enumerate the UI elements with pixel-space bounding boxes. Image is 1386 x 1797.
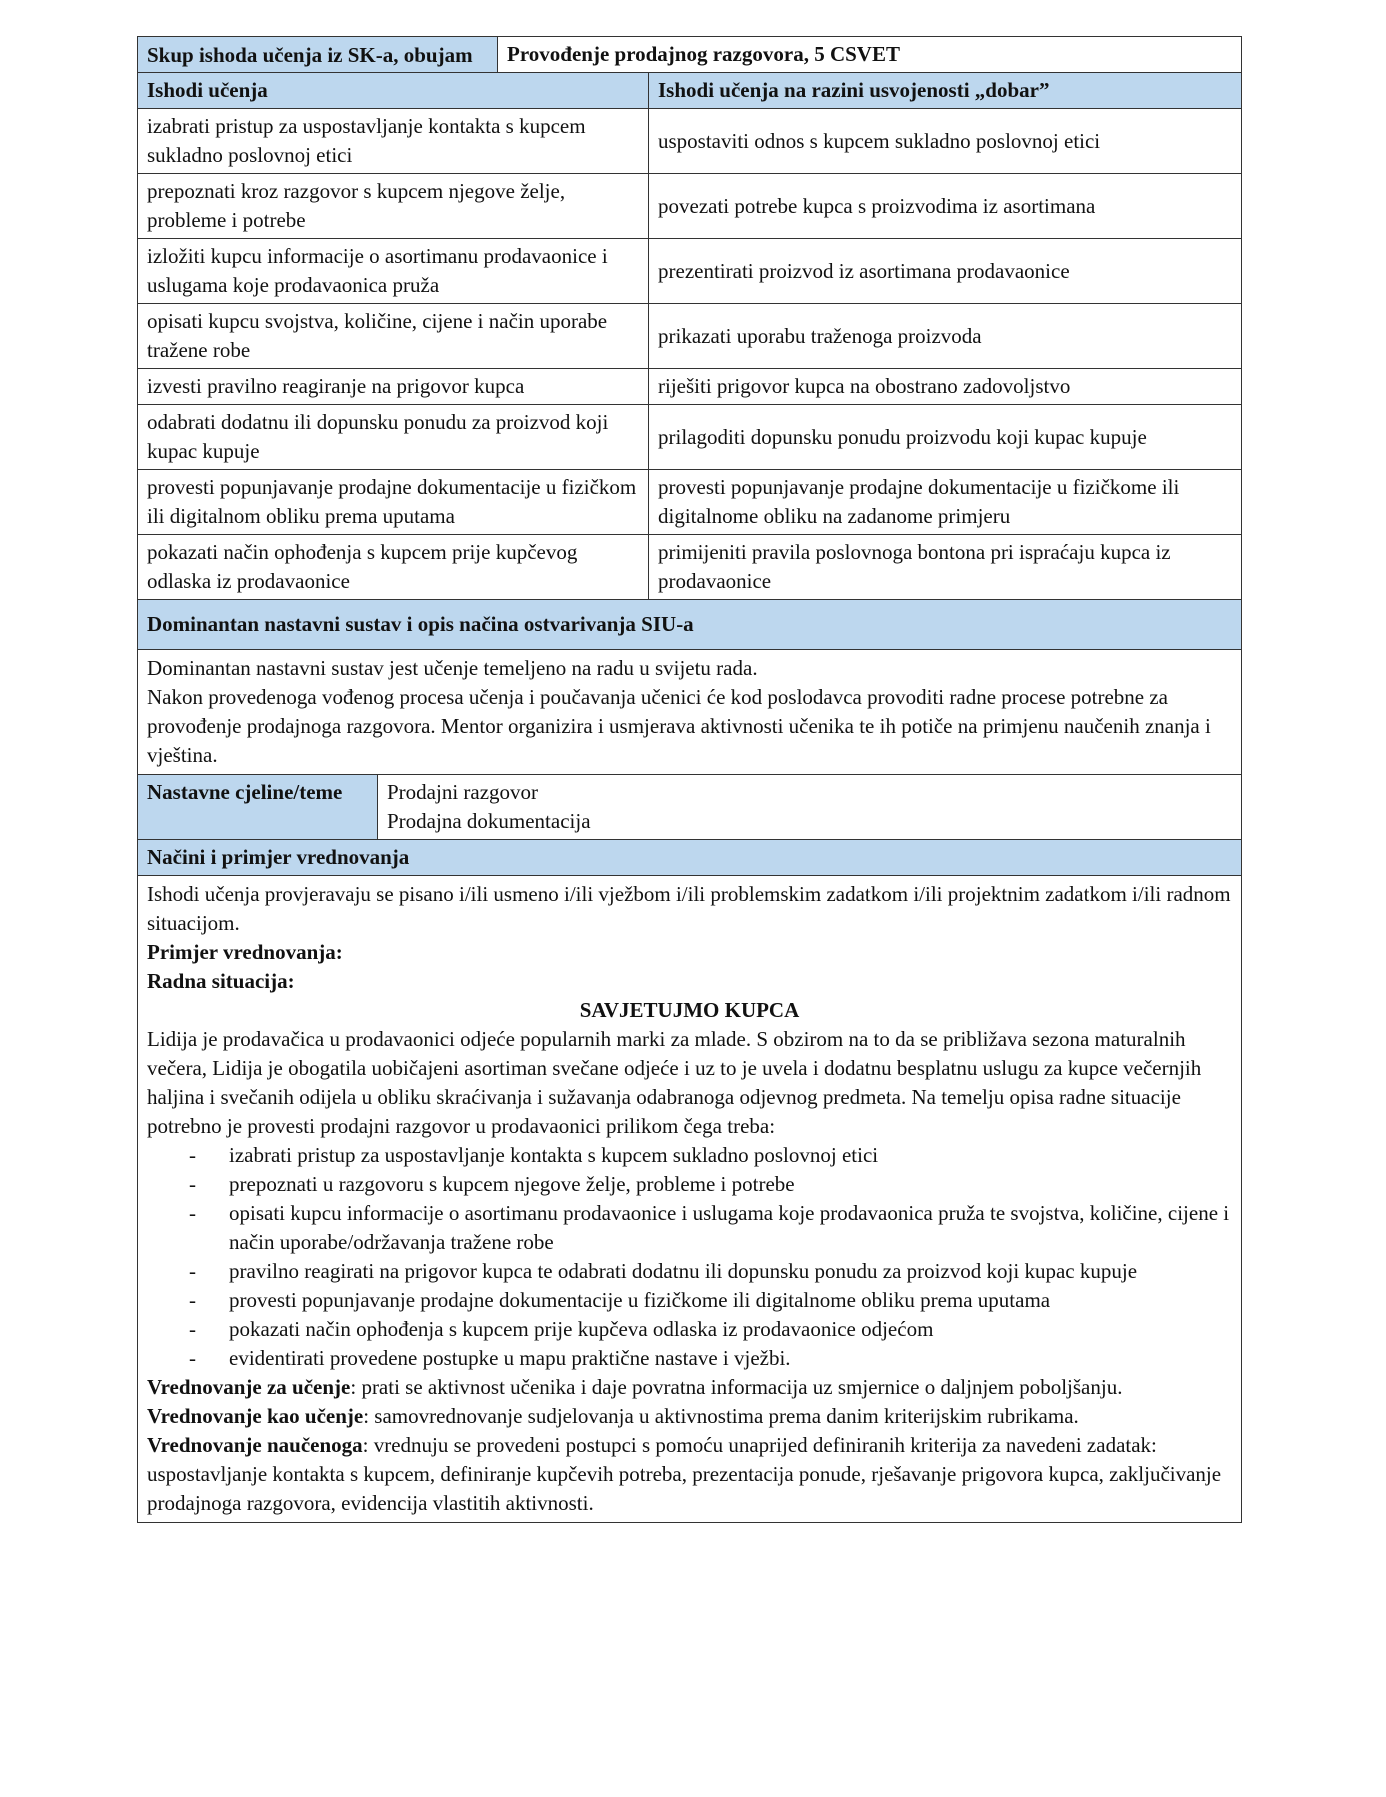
list-item: - izabrati pristup za uspostavljanje kontakta s kupcem sukladno poslovnoj etici bbox=[189, 1141, 1232, 1170]
teaching-system-line1: Dominantan nastavni sustav jest učenje temeljeno na radu u svijetu rada. bbox=[147, 656, 758, 680]
outcomes-header-row bbox=[138, 73, 1242, 109]
evaluation-intro: Ishodi učenja provjeravaju se pisano i/ili usmeno i/ili vježbom i/ili problemskim zadatkom i/ili projektnim zadatkom i/ili radnom situacijom. bbox=[147, 882, 1231, 935]
evaluation-of-learning bbox=[147, 1431, 1232, 1518]
of-learning-text: : vrednuju se provedeni postupci s pomoću unaprijed definiranih kriterija za navedeni zadatak: uspostavljanje kontakta s kupcem, definiranje kupčevih potreba, prezentacija ponude, rješavanje prigovora kupca, zaključivanje prodajnoga razgovora, evidencija vlastitih aktivnosti. bbox=[147, 1433, 1222, 1515]
header-table bbox=[137, 36, 1242, 73]
teaching-system-body bbox=[138, 650, 1242, 775]
document-page bbox=[137, 36, 1242, 1523]
teaching-system-table bbox=[137, 599, 1242, 775]
outcome-good-cell: uspostaviti odnos s kupcem sukladno poslovnoj etici bbox=[649, 109, 1242, 174]
table-row bbox=[138, 304, 1242, 369]
list-item: - prepoznati u razgovoru s kupcem njegove želje, probleme i potrebe bbox=[189, 1170, 1232, 1199]
unit-item: Prodajni razgovor bbox=[387, 780, 539, 804]
table-row bbox=[138, 535, 1242, 600]
table-row bbox=[138, 405, 1242, 470]
col-header-outcomes-good: Ishodi učenja na razini usvojenosti „dobar” bbox=[649, 73, 1242, 109]
units-table bbox=[137, 774, 1242, 840]
table-row bbox=[138, 174, 1242, 239]
evaluation-body bbox=[138, 876, 1242, 1523]
header-label: Skup ishoda učenja iz SK-a, obujam bbox=[138, 37, 498, 73]
outcome-good-cell: prikazati uporabu traženoga proizvoda bbox=[649, 304, 1242, 369]
outcome-good-cell: primijeniti pravila poslovnoga bontona pri ispraćaju kupca iz prodavaonice bbox=[649, 535, 1242, 600]
table-row bbox=[138, 369, 1242, 405]
outcome-cell: pokazati način ophođenja s kupcem prije kupčevog odlaska iz prodavaonice bbox=[138, 535, 649, 600]
evaluation-heading: Načini i primjer vrednovanja bbox=[138, 840, 1242, 876]
evaluation-as-learning bbox=[147, 1402, 1232, 1431]
list-item: - pokazati način ophođenja s kupcem prije kupčeva odlaska iz prodavaonice odjećom bbox=[189, 1315, 1232, 1344]
outcome-good-cell: provesti popunjavanje prodajne dokumentacije u fizičkome ili digitalnome obliku na zadanome primjeru bbox=[649, 470, 1242, 535]
outcome-cell: opisati kupcu svojstva, količine, cijene i način uporabe tražene robe bbox=[138, 304, 649, 369]
units-label: Nastavne cjeline/teme bbox=[138, 775, 378, 840]
as-learning-label: Vrednovanje kao učenje bbox=[147, 1404, 364, 1428]
outcomes-table bbox=[137, 72, 1242, 600]
outcome-cell: prepoznati kroz razgovor s kupcem njegove želje, probleme i potrebe bbox=[138, 174, 649, 239]
table-row bbox=[138, 239, 1242, 304]
col-header-outcomes: Ishodi učenja bbox=[138, 73, 649, 109]
of-learning-label: Vrednovanje naučenoga bbox=[147, 1433, 363, 1457]
table-row bbox=[138, 470, 1242, 535]
outcome-good-cell: riješiti prigovor kupca na obostrano zadovoljstvo bbox=[649, 369, 1242, 405]
unit-item: Prodajna dokumentacija bbox=[387, 809, 591, 833]
list-item: - provesti popunjavanje prodajne dokumentacije u fizičkome ili digitalnome obliku prema uputama bbox=[189, 1286, 1232, 1315]
situation-title: SAVJETUJMO KUPCA bbox=[579, 998, 800, 1022]
list-item: - evidentirati provedene postupke u mapu praktične nastave i vježbi. bbox=[189, 1344, 1232, 1373]
as-learning-text: : samovrednovanje sudjelovanja u aktivnostima prema danim kriterijskim rubrikama. bbox=[363, 1404, 1079, 1428]
list-item: - pravilno reagirati na prigovor kupca te odabrati dodatnu ili dopunsku ponudu za proizvod koji kupac kupuje bbox=[189, 1257, 1232, 1286]
outcome-cell: provesti popunjavanje prodajne dokumentacije u fizičkom ili digitalnom obliku prema uputama bbox=[138, 470, 649, 535]
teaching-system-heading: Dominantan nastavni sustav i opis načina ostvarivanja SIU-a bbox=[138, 600, 1242, 650]
evaluation-table bbox=[137, 839, 1242, 1523]
outcome-cell: izložiti kupcu informacije o asortimanu prodavaonice i uslugama koje prodavaonica pruža bbox=[138, 239, 649, 304]
units-list bbox=[378, 775, 1242, 840]
situation-label: Radna situacija: bbox=[147, 969, 295, 993]
outcome-good-cell: prilagoditi dopunsku ponudu proizvodu koji kupac kupuje bbox=[649, 405, 1242, 470]
situation-text: Lidija je prodavačica u prodavaonici odjeće popularnih marki za mlade. S obzirom na to da se približava sezona maturalnih večera, Lidija je obogatila uobičajeni asortiman svečane odjeće i uz to je uvela i dodatnu besplatnu uslugu za kupce večernjih haljina i svečanih odijela u obliku skraćivanja i sužavanja odabranoga odjevnog predmeta. Na temelju opisa radne situacije potrebno je provesti prodajni razgovor u prodavaonici prilikom čega treba: bbox=[147, 1027, 1202, 1138]
outcome-cell: izabrati pristup za uspostavljanje kontakta s kupcem sukladno poslovnoj etici bbox=[138, 109, 649, 174]
list-item: - opisati kupcu informacije o asortimanu prodavaonice i uslugama koje prodavaonica pruža te svojstva, količine, cijene i način uporabe/održavanja tražene robe bbox=[189, 1199, 1232, 1257]
evaluation-for-learning bbox=[147, 1373, 1232, 1402]
table-row bbox=[138, 109, 1242, 174]
teaching-system-line2: Nakon provedenoga vođenog procesa učenja i poučavanja učenici će kod poslodavca provoditi radne procese potrebne za provođenje prodajnoga razgovora. Mentor organizira i usmjerava aktivnosti učenika te ih potiče na primjenu naučenih znanja i vještina. bbox=[147, 685, 1211, 767]
for-learning-label: Vrednovanje za učenje bbox=[147, 1375, 351, 1399]
header-value: Provođenje prodajnog razgovora, 5 CSVET bbox=[498, 37, 1242, 73]
outcome-cell: odabrati dodatnu ili dopunsku ponudu za proizvod koji kupac kupuje bbox=[138, 405, 649, 470]
task-list bbox=[147, 1141, 1232, 1373]
for-learning-text: : prati se aktivnost učenika i daje povratna informacija uz smjernice o daljnjem poboljšanju. bbox=[350, 1375, 1123, 1399]
example-label: Primjer vrednovanja: bbox=[147, 940, 343, 964]
outcome-good-cell: povezati potrebe kupca s proizvodima iz asortimana bbox=[649, 174, 1242, 239]
outcome-good-cell: prezentirati proizvod iz asortimana prodavaonice bbox=[649, 239, 1242, 304]
outcome-cell: izvesti pravilno reagiranje na prigovor kupca bbox=[138, 369, 649, 405]
